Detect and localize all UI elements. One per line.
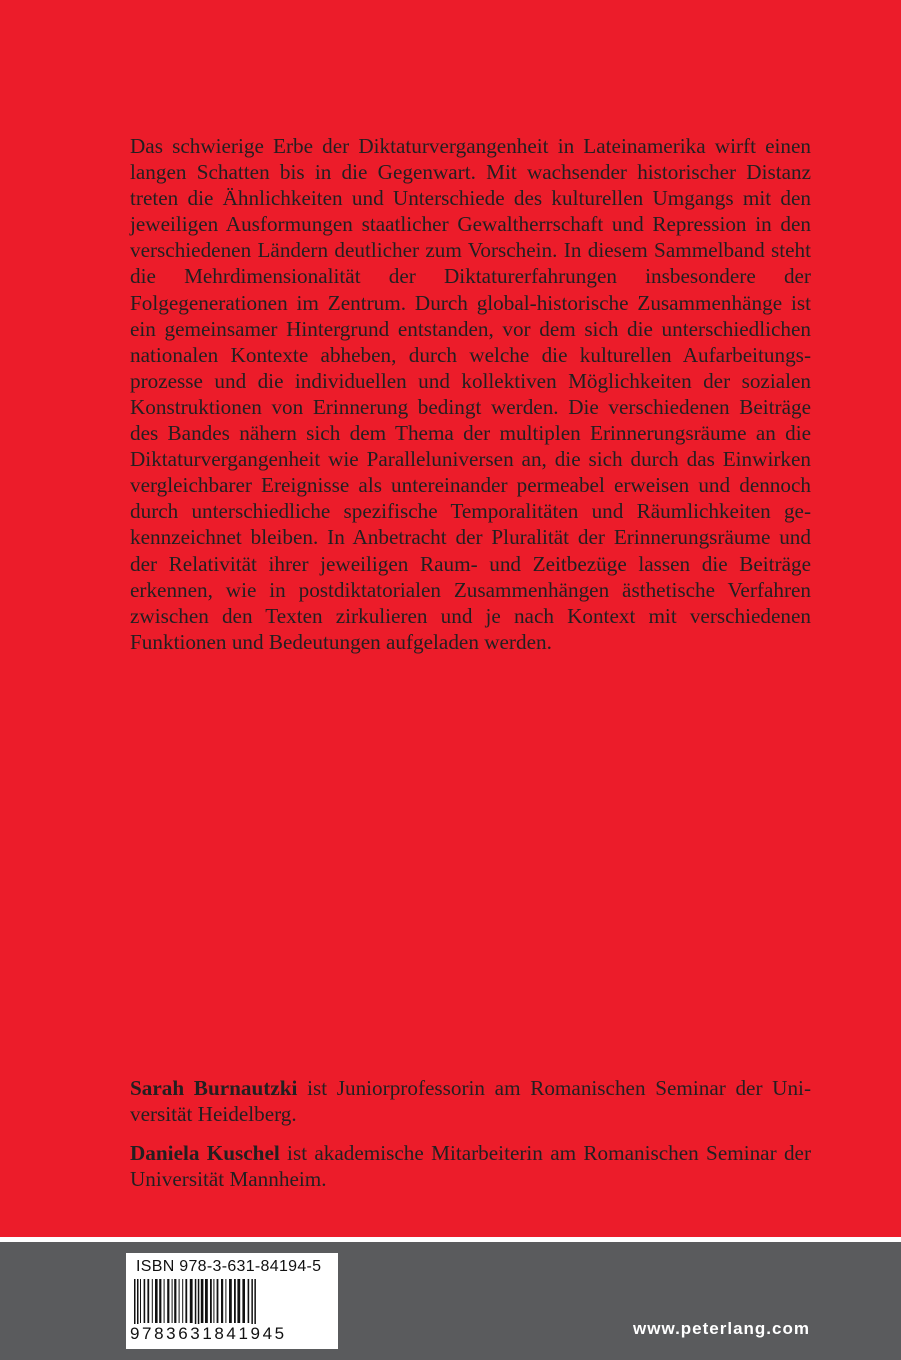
- barcode-bar: [201, 1279, 204, 1323]
- blurb-text: Das schwierige Erbe der Diktaturvergangenheit in Lateinamerika wirft einen langen Schatten bis in die Gegenwart. Mit wachsender historischer Distanz treten die Ähnlichkeiten und Unterschiede des kulturellen Umgangs mit den jeweiligen Ausformungen staatlicher Gewaltherrschaft und Repression in den verschiedenen Ländern deutlicher zum Vorschein. In diesem Sammelband steht die Mehrdimensionalität der Diktaturerfahrungen insbesondere der Folgegenerationen im Zentrum. Durch global-historische Zusammenhänge ist ein gemeinsamer Hintergrund entstanden, vor dem sich die unterschiedlichen nationalen Kontexte abheben, durch welche die kulturellen Aufarbeitungsprozesse und die individuellen und kollektiven Möglichkeiten der sozialen Konstruktionen von Erinnerung bedingt werden. Die verschiedenen Beiträge des Bandes nähern sich dem Thema der multiplen Erinnerungsräume an die Diktaturvergangenheit wie Paralleluniversen an, die sich durch das Einwirken vergleichbarer Ereignisse als untereinander permeabel erweisen und dennoch durch unterschiedliche spezifische Temporalitäten und Räumlichkeiten gekennzeichnet bleiben. In Anbetracht der Pluralität der Erinnerungsräume und der Relativität ihrer jeweiligen Raum- und Zeitbezüge lassen die Beiträge erkennen, wie in postdiktatorialen Zusammenhängen ästhetische Verfahren zwischen den Texten zirkulieren und je nach Kontext mit verschiedenen Funktionen und Bedeutungen aufgeladen werden.: [130, 134, 811, 654]
- barcode-bar: [237, 1279, 240, 1323]
- isbn-label: ISBN 978-3-631-84194-5: [136, 1258, 322, 1275]
- barcode-bar: [174, 1279, 176, 1323]
- barcode-bar: [248, 1279, 250, 1323]
- barcode-bar: [205, 1279, 208, 1323]
- barcode-bar: [213, 1279, 214, 1323]
- author-bio-2: [130, 1140, 811, 1192]
- isbn-barcode: [126, 1253, 338, 1349]
- author-name-2: Daniela Kuschel: [130, 1141, 280, 1165]
- author-bio-text-2: ist akademische Mitarbeiterin am Romanischen Seminar der Universität Mannheim.: [130, 1141, 812, 1192]
- barcode-bar: [159, 1279, 161, 1323]
- barcode-bar: [182, 1279, 183, 1323]
- barcode-bar: [140, 1279, 141, 1323]
- barcode-bar: [217, 1279, 219, 1323]
- author-bio-text-1: ist Juniorprofessorin am Romanischen Seminar der Universität Heidelberg.: [130, 1076, 811, 1127]
- barcode-bar: [164, 1279, 165, 1323]
- author-bio-1: [130, 1075, 811, 1127]
- barcode-bar: [179, 1279, 180, 1323]
- barcode-bar: [144, 1279, 146, 1323]
- barcode-bar: [147, 1279, 149, 1323]
- barcode-bar: [225, 1279, 226, 1323]
- barcode-bar: [152, 1279, 153, 1323]
- barcode-bar: [242, 1279, 245, 1323]
- barcode-bar: [172, 1279, 173, 1323]
- barcode-bar: [210, 1279, 212, 1323]
- barcode-bar: [155, 1279, 158, 1323]
- barcode-digits: 9783631841945: [130, 1324, 334, 1344]
- barcode-bar: [229, 1279, 232, 1323]
- barcode-bar: [185, 1279, 187, 1323]
- publisher-url: www.peterlang.com: [633, 1319, 810, 1338]
- author-name-1: Sarah Burnautzki: [130, 1076, 298, 1100]
- barcode-bar: [190, 1279, 193, 1323]
- barcode-bar: [234, 1279, 236, 1323]
- barcode-bar: [167, 1279, 169, 1323]
- barcode-bar: [221, 1279, 223, 1323]
